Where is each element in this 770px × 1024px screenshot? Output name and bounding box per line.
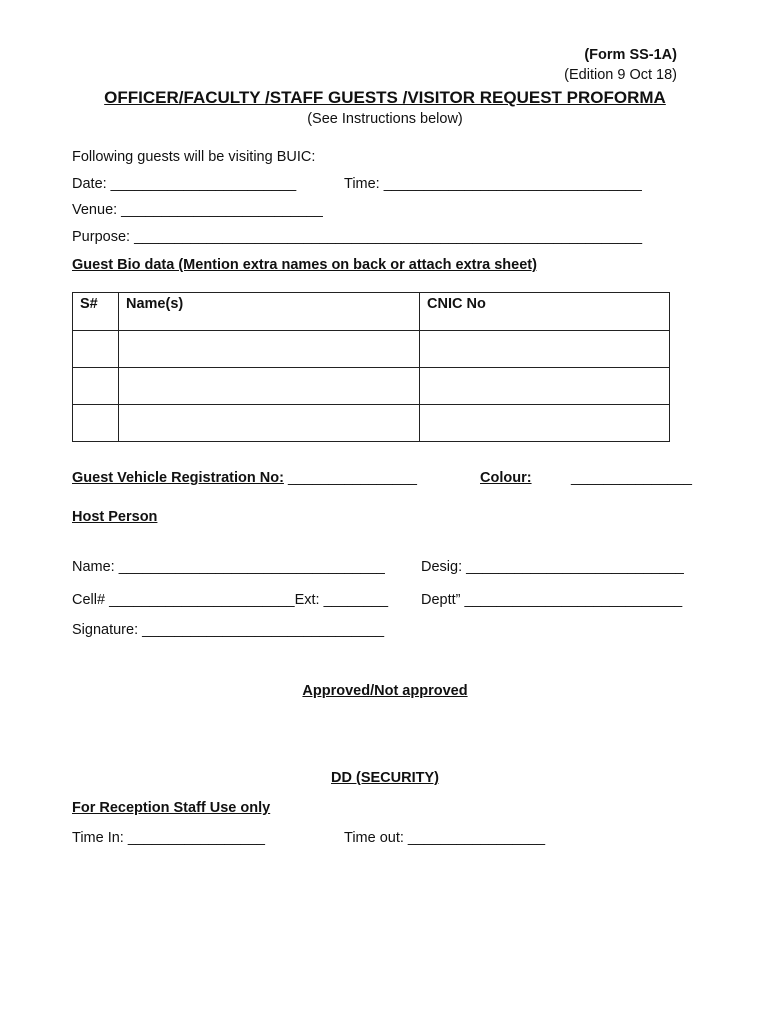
form-edition: (Edition 9 Oct 18) (564, 67, 677, 83)
table-row (73, 405, 670, 442)
table-cell-sno[interactable] (73, 368, 119, 405)
table-cell-name[interactable] (119, 331, 420, 368)
intro-text: Following guests will be visiting BUIC: (72, 149, 316, 165)
bio-data-heading: Guest Bio data (Mention extra names on back or attach extra sheet) (72, 257, 537, 273)
host-person-heading: Host Person (72, 509, 158, 525)
time-out-field[interactable]: Time out: _________________ (344, 830, 546, 846)
time-in-field[interactable]: Time In: _________________ (72, 830, 265, 846)
host-signature-field[interactable]: Signature: ______________________________ (72, 622, 385, 638)
cell-blank: _______________________ (109, 592, 295, 608)
colour-label: Colour: (480, 470, 532, 486)
column-header-names: Name(s) (119, 293, 420, 331)
page-subtitle: (See Instructions below) (307, 111, 463, 127)
cell-label: Cell# (72, 592, 110, 608)
time-field[interactable]: Time: ________________________________ (344, 176, 642, 192)
date-field[interactable]: Date: _______________________ (72, 176, 297, 192)
venue-field[interactable]: Venue: _________________________ (72, 202, 323, 218)
purpose-field[interactable]: Purpose: _______________________________________________________________ (72, 229, 643, 245)
table-cell-sno[interactable] (73, 405, 119, 442)
table-row (73, 368, 670, 405)
table-cell-sno[interactable] (73, 331, 119, 368)
host-name-field[interactable]: Name: _________________________________ (72, 559, 385, 575)
vehicle-registration-label: Guest Vehicle Registration No: (72, 470, 284, 486)
table-cell-cnic[interactable] (420, 331, 670, 368)
host-deptt-field[interactable]: Deptt” ___________________________ (421, 592, 683, 608)
approval-status: Approved/Not approved (302, 683, 468, 699)
table-header-row (73, 293, 670, 331)
table-row (73, 331, 670, 368)
table-cell-name[interactable] (119, 368, 420, 405)
ext-label: Ext: (294, 592, 324, 608)
guest-bio-table (72, 292, 670, 442)
ext-blank: ________ (323, 592, 389, 608)
vehicle-registration-blank: ________________ (283, 470, 417, 486)
host-desig-field[interactable]: Desig: ___________________________ (421, 559, 684, 575)
host-cell-field[interactable] (72, 592, 388, 608)
table-cell-name[interactable] (119, 405, 420, 442)
table-cell-cnic[interactable] (420, 368, 670, 405)
column-header-cnic: CNIC No (420, 293, 670, 331)
column-header-sno: S# (73, 293, 119, 331)
page-title: OFFICER/FACULTY /STAFF GUESTS /VISITOR REQUEST PROFORMA (104, 88, 666, 107)
vehicle-registration-field[interactable] (72, 470, 417, 486)
form-number: (Form SS-1A) (584, 47, 677, 63)
colour-field[interactable]: _______________ (571, 470, 692, 486)
dd-security-label: DD (SECURITY) (331, 770, 439, 786)
reception-heading: For Reception Staff Use only (72, 800, 271, 816)
table-cell-cnic[interactable] (420, 405, 670, 442)
